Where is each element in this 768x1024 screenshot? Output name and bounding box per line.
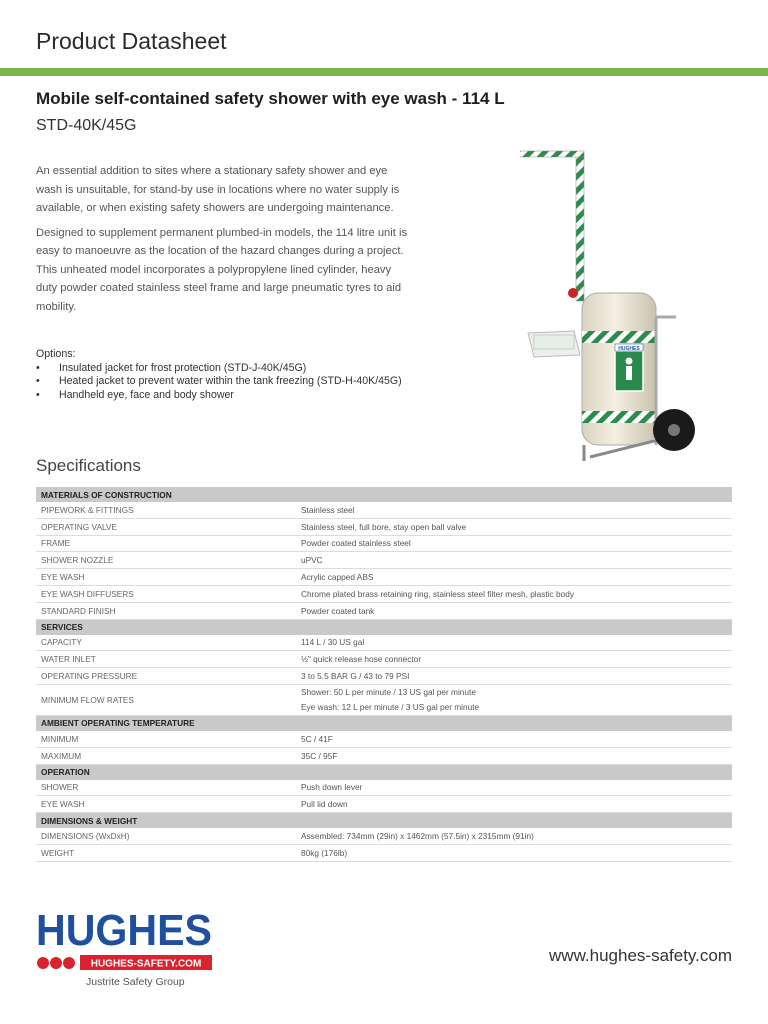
description-paragraph-2: Designed to supplement permanent plumbed-in models, the 114 litre unit is easy to manoeuvre as the location of the hazard changes during a project. This unheated model incorporates a polypropylene lined cylinder, heavy duty powder coated stainless steel frame and large pneumatic tyres to aid mobility. <box>36 226 408 313</box>
datasheet-header-title: Product Datasheet <box>36 28 227 54</box>
specifications-heading: Specifications <box>36 456 141 475</box>
option-item: • Insulated jacket for frost protection (STD-J-40K/45G) <box>36 361 307 374</box>
product-title: Mobile self-contained safety shower with eye wash - 114 L <box>36 89 505 108</box>
spec-row <box>36 635 732 651</box>
spec-label: CAPACITY <box>36 635 293 651</box>
logo-group-text: Justrite Safety Group <box>86 976 185 988</box>
spec-value: Stainless steel, full bore, stay open ball valve <box>293 518 732 535</box>
spec-value: uPVC <box>293 552 732 569</box>
options-list <box>36 362 402 403</box>
product-description <box>36 162 408 322</box>
spec-label: DIMENSIONS (WxDxH) <box>36 828 293 844</box>
logo-drop-icon <box>63 957 75 969</box>
spec-value: Push down lever <box>293 780 732 796</box>
spec-row <box>36 828 732 844</box>
spec-label: SHOWER <box>36 780 293 796</box>
spec-value: Chrome plated brass retaining ring, stainless steel filter mesh, plastic body <box>293 585 732 602</box>
spec-label: EYE WASH <box>36 569 293 586</box>
spec-value: Pull lid down <box>293 796 732 813</box>
spec-row <box>36 731 732 747</box>
logo-brand-text: HUGHES <box>36 906 212 955</box>
spec-label: MINIMUM <box>36 731 293 747</box>
options-block <box>36 348 402 402</box>
spec-row <box>36 844 732 861</box>
spec-value: 114 L / 30 US gal <box>293 635 732 651</box>
bullet-icon: • <box>36 361 40 374</box>
logo-drop-icon <box>50 957 62 969</box>
safety-shower-product-image <box>520 145 710 470</box>
logo-drop-icon <box>37 957 49 969</box>
spec-row <box>36 602 732 619</box>
spec-label: PIPEWORK & FITTINGS <box>36 502 293 518</box>
option-item: • Handheld eye, face and body shower <box>36 388 234 401</box>
spec-row <box>36 651 732 668</box>
spec-value: ½" quick release hose connector <box>293 651 732 668</box>
spec-value: Stainless steel <box>293 502 732 518</box>
spec-row <box>36 780 732 796</box>
spec-label: OPERATING PRESSURE <box>36 668 293 685</box>
spec-value: Acrylic capped ABS <box>293 569 732 586</box>
bullet-icon: • <box>36 375 40 387</box>
product-code: STD-40K/45G <box>36 117 137 134</box>
spec-label: OPERATING VALVE <box>36 518 293 535</box>
logo-site-text: HUGHES-SAFETY.COM <box>90 958 202 970</box>
spec-value-line: Shower: 50 L per minute / 13 US gal per minute <box>301 686 476 697</box>
footer-website-link[interactable]: www.hughes-safety.com <box>549 946 732 965</box>
spec-section-header: SERVICES <box>36 619 732 635</box>
header-divider <box>0 68 768 76</box>
spec-label: STANDARD FINISH <box>36 602 293 619</box>
spec-row <box>36 684 732 715</box>
spec-row <box>36 585 732 602</box>
description-paragraph-1: An essential addition to sites where a stationary safety shower and eye wash is unsuitable, for stand-by use in locations where no water supply is available, or when existing safety showers are undergoing maintenance. <box>36 165 400 214</box>
spec-row <box>36 535 732 552</box>
spec-label: WATER INLET <box>36 651 293 668</box>
options-label: Options: <box>36 348 76 360</box>
spec-row <box>36 569 732 586</box>
spec-row <box>36 502 732 518</box>
spec-row <box>36 518 732 535</box>
option-item: • Heated jacket to prevent water within the tank freezing (STD-H-40K/45G) <box>36 375 402 387</box>
spec-row <box>36 552 732 569</box>
specifications-table <box>36 487 732 862</box>
tank-badge-text: HUGHES <box>618 346 640 352</box>
spec-value: Powder coated tank <box>293 602 732 619</box>
spec-value <box>293 684 732 715</box>
spec-label: FRAME <box>36 535 293 552</box>
spec-label: SHOWER NOZZLE <box>36 552 293 569</box>
spec-label: EYE WASH DIFFUSERS <box>36 585 293 602</box>
hughes-logo <box>36 905 218 991</box>
spec-label: EYE WASH <box>36 796 293 813</box>
spec-value: Powder coated stainless steel <box>293 535 732 552</box>
spec-value: 35C / 95F <box>293 747 732 764</box>
spec-value: 80kg (176lb) <box>293 844 732 861</box>
spec-row <box>36 668 732 685</box>
spec-value: Assembled: 734mm (29in) x 1462mm (57.5in) x 2315mm (91in) <box>293 828 732 844</box>
spec-section-header: AMBIENT OPERATING TEMPERATURE <box>36 715 732 731</box>
spec-label: MAXIMUM <box>36 747 293 764</box>
spec-section-header: DIMENSIONS & WEIGHT <box>36 813 732 829</box>
spec-value: 5C / 41F <box>293 731 732 747</box>
spec-label: MINIMUM FLOW RATES <box>36 684 293 715</box>
spec-row <box>36 747 732 764</box>
spec-value-line: Eye wash: 12 L per minute / 3 US gal per minute <box>301 701 480 712</box>
spec-section-header: MATERIALS OF CONSTRUCTION <box>36 487 732 502</box>
spec-row <box>36 796 732 813</box>
spec-value: 3 to 5.5 BAR G / 43 to 79 PSI <box>293 668 732 685</box>
bullet-icon: • <box>36 388 40 401</box>
spec-section-header: OPERATION <box>36 764 732 780</box>
spec-label: WEIGHT <box>36 844 293 861</box>
